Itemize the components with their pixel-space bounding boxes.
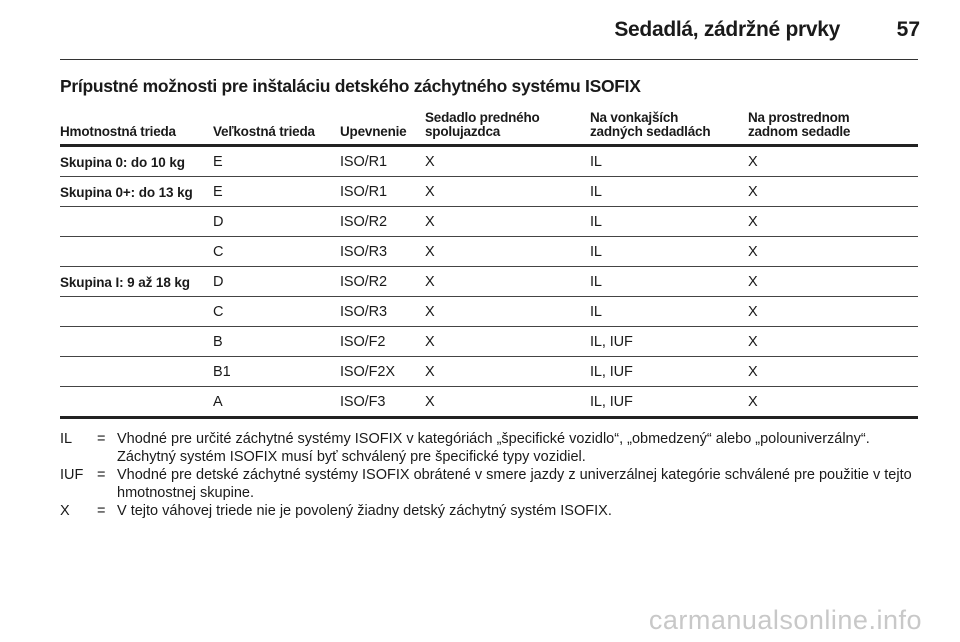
table-cell: C	[213, 304, 224, 320]
table-cell: ISO/R3	[340, 244, 387, 260]
table-cell: ISO/R3	[340, 304, 387, 320]
table-cell: ISO/R1	[340, 154, 387, 170]
table-cell: IL, IUF	[590, 334, 633, 350]
column-header-line: Upevnenie	[340, 124, 407, 139]
table-row	[60, 207, 918, 237]
table-cell: IL	[590, 274, 602, 290]
legend-equals: =	[97, 431, 106, 447]
column-header	[748, 111, 850, 139]
header-divider	[60, 59, 918, 60]
legend-key: X	[60, 503, 70, 519]
table-cell: X	[748, 244, 758, 260]
table-row	[60, 357, 918, 387]
table-cell: X	[425, 244, 435, 260]
table-cell: X	[748, 184, 758, 200]
table-cell: IL	[590, 154, 602, 170]
table-cell: X	[425, 274, 435, 290]
table-cell: X	[425, 154, 435, 170]
column-header	[60, 125, 176, 139]
weight-class-cell: Skupina 0: do 10 kg	[60, 155, 185, 170]
legend-description: Vhodné pre detské záchytné systémy ISOFIX obrátené v smere jazdy z univerzálnej kategórie schválené pre použitie v tejto hmotnostnej skupine.	[117, 467, 912, 501]
legend-key: IL	[60, 431, 73, 447]
legend-description: Vhodné pre určité záchytné systémy ISOFIX v kategóriách „špecifické vozidlo“, „obmedzený“ alebo „polouniverzálny“. Záchytný systém ISOFIX musí byť schválený pre špecifické typy vozidiel.	[117, 431, 870, 465]
table-cell: E	[213, 154, 223, 170]
table-cell: X	[748, 304, 758, 320]
legend-equals: =	[97, 503, 106, 519]
table-cell: ISO/F2	[340, 334, 386, 350]
table-cell: X	[425, 394, 435, 410]
table-cell: IL	[590, 304, 602, 320]
weight-class-cell: Skupina 0+: do 13 kg	[60, 185, 193, 200]
table-cell: C	[213, 244, 224, 260]
page-number: 57	[896, 18, 920, 41]
column-header	[213, 125, 315, 139]
table-row	[60, 327, 918, 357]
table-cell: IL	[590, 214, 602, 230]
table-cell: X	[425, 334, 435, 350]
table-cell: X	[748, 154, 758, 170]
column-header	[590, 111, 710, 139]
table-cell: X	[425, 304, 435, 320]
table-cell: IL	[590, 244, 602, 260]
table-cell: IL, IUF	[590, 394, 633, 410]
table-cell: B	[213, 334, 223, 350]
table-cell: X	[748, 274, 758, 290]
legend-item	[60, 466, 918, 502]
column-header-line: Veľkostná trieda	[213, 124, 315, 139]
table-cell: X	[748, 364, 758, 380]
header-title: Sedadlá, zádržné prvky	[614, 18, 840, 41]
table-cell: ISO/F3	[340, 394, 386, 410]
table-row	[60, 237, 918, 267]
column-header-line: Na prostrednom	[748, 110, 850, 125]
table-cell: A	[213, 394, 223, 410]
table-row	[60, 297, 918, 327]
table-cell: ISO/R2	[340, 214, 387, 230]
isofix-table	[60, 104, 918, 419]
column-header-line: spolujazdca	[425, 124, 501, 139]
legend-item	[60, 430, 918, 466]
column-header-line: zadných sedadlách	[590, 124, 711, 139]
table-cell: X	[425, 184, 435, 200]
table-row	[60, 387, 918, 419]
table-cell: X	[748, 214, 758, 230]
table-row	[60, 177, 918, 207]
table-cell: X	[748, 394, 758, 410]
table-body	[60, 147, 918, 419]
column-header-line: Hmotnostná trieda	[60, 124, 176, 139]
column-header-line: Sedadlo predného	[425, 110, 540, 125]
column-header	[340, 125, 406, 139]
weight-class-cell: Skupina I: 9 až 18 kg	[60, 275, 190, 290]
table-cell: X	[748, 334, 758, 350]
column-header-line: Na vonkajších	[590, 110, 679, 125]
legend-equals: =	[97, 467, 106, 483]
table-cell: IL, IUF	[590, 364, 633, 380]
table-cell: ISO/R1	[340, 184, 387, 200]
table-row	[60, 147, 918, 177]
table-cell: ISO/F2X	[340, 364, 395, 380]
table-cell: IL	[590, 184, 602, 200]
table-cell: X	[425, 364, 435, 380]
legend-item	[60, 502, 918, 520]
section-title: Prípustné možnosti pre inštaláciu detského záchytného systému ISOFIX	[60, 76, 641, 96]
column-header	[425, 111, 540, 139]
legend-key: IUF	[60, 467, 84, 483]
table-cell: D	[213, 214, 224, 230]
legend-description: V tejto váhovej triede nie je povolený žiadny detský záchytný systém ISOFIX.	[117, 503, 612, 519]
column-header-line: zadnom sedadle	[748, 124, 851, 139]
table-cell: ISO/R2	[340, 274, 387, 290]
table-cell: X	[425, 214, 435, 230]
table-row	[60, 267, 918, 297]
table-header	[60, 104, 918, 147]
table-cell: E	[213, 184, 223, 200]
watermark: carmanualsonline.info	[648, 605, 922, 635]
table-cell: B1	[213, 364, 231, 380]
table-cell: D	[213, 274, 224, 290]
legend	[60, 430, 918, 520]
